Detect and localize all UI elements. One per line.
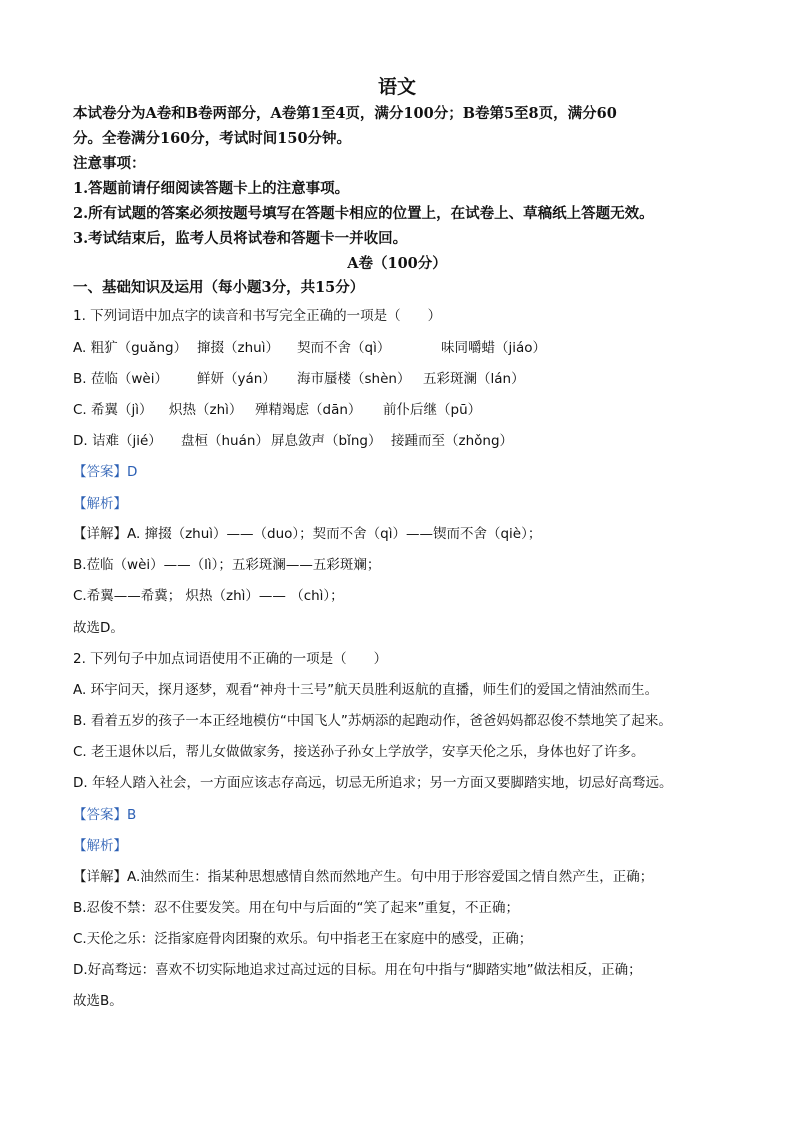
q1-option-b-word-1: B. 莅临（wèi） — [73, 371, 168, 387]
q1-option-a-word-1: A. 粗犷（guǎng） — [73, 340, 188, 356]
q2-option-a: A. 环宇问天，探月逐梦，观看“神舟十三号”航天员胜利返航的直播，师生们的爱国之情油然而生。 — [73, 682, 659, 698]
q2-detail-1: 【详解】A.油然而生：指某种思想感情自然而然地产生。句中用于形容爱国之情自然产生，正确； — [73, 869, 654, 885]
q2-answer: 【答案】B — [73, 807, 137, 823]
q2-option-d: D. 年轻人踏入社会，一方面应该志存高远，切忌无所追求；另一方面又要脚踏实地，切忌好高骛远。 — [73, 775, 673, 791]
intro-line-1: 本试卷分为A卷和B卷两部分，A卷第1至4页，满分100分；B卷第5至8页，满分60 — [73, 105, 617, 122]
q2-detail-4: D.好高骛远：喜欢不切实际地追求过高过远的目标。用在句中指与“脚踏实地”做法相反，正确； — [73, 962, 642, 978]
q2-detail-2: B.忍俊不禁：忍不住要发笑。用在句中与后面的“笑了起来”重复，不正确； — [73, 900, 520, 916]
q1-conclusion: 故选D。 — [73, 620, 124, 636]
q1-option-b-word-3: 海市蜃楼（shèn） — [297, 371, 411, 387]
q1-stem: 1. 下列词语中加点字的读音和书写完全正确的一项是（ ） — [73, 308, 442, 324]
q1-option-b — [73, 369, 525, 389]
notice-item-1: 1.答题前请仔细阅读答题卡上的注意事项。 — [73, 180, 350, 197]
q1-detail-3: C.希翼——希冀； 炽热（zhì）—— （chì）； — [73, 588, 344, 604]
q1-option-c — [73, 400, 481, 420]
page-title: 语文 — [377, 76, 416, 98]
q1-detail-2: B.莅临（wèi）——（lì）；五彩斑澜——五彩斑斓； — [73, 557, 381, 573]
q1-option-a-word-4: 味同嚼蜡（jiáo） — [441, 340, 547, 356]
q1-option-d-word-1: D. 诘难（jié） — [73, 433, 162, 449]
q1-option-d-word-2: 盘桓（huán） — [181, 433, 269, 449]
q2-detail-3: C.天伦之乐：泛指家庭骨肉团聚的欢乐。句中指老王在家庭中的感受，正确； — [73, 931, 533, 947]
q1-option-b-word-2: 鲜妍（yán） — [197, 371, 276, 387]
q1-option-d-word-4: 接踵而至（zhǒng） — [391, 433, 514, 449]
q2-conclusion: 故选B。 — [73, 993, 123, 1009]
q2-stem: 2. 下列句子中加点词语使用不正确的一项是（ ） — [73, 651, 388, 667]
notice-heading: 注意事项： — [73, 155, 146, 172]
section-a-heading: A卷（100分） — [347, 255, 447, 272]
q2-option-b: B. 看着五岁的孩子一本正经地模仿“中国飞人”苏炳添的起跑动作，爸爸妈妈都忍俊不禁地笑了起来。 — [73, 713, 672, 729]
part-one-heading: 一、基础知识及运用（每小题3分，共15分） — [73, 279, 365, 296]
q1-option-d-word-3: 屏息敛声（bǐng） — [271, 433, 382, 449]
q1-option-c-word-3: 殚精竭虑（dān） — [255, 402, 362, 418]
q1-detail-1: 【详解】A. 撺掇（zhuì）——（duo）；契而不舍（qì）——锲而不舍（qiè）； — [73, 526, 542, 542]
q1-option-c-word-1: C. 希翼（jì） — [73, 402, 153, 418]
q2-option-c: C. 老王退休以后，帮儿女做做家务，接送孙子孙女上学放学，安享天伦之乐，身体也好了许多。 — [73, 744, 645, 760]
q1-analysis-label: 【解析】 — [73, 496, 127, 512]
notice-item-3: 3.考试结束后，监考人员将试卷和答题卡一并收回。 — [73, 230, 408, 247]
q2-analysis-label: 【解析】 — [73, 838, 127, 854]
q1-option-b-word-4: 五彩斑澜（lán） — [423, 371, 525, 387]
q1-option-c-word-2: 炽热（zhì） — [169, 402, 243, 418]
notice-item-2: 2.所有试题的答案必须按题号填写在答题卡相应的位置上，在试卷上、草稿纸上答题无效。 — [73, 205, 654, 222]
q1-option-a-word-2: 撺掇（zhuì） — [197, 340, 279, 356]
q1-answer: 【答案】D — [73, 464, 138, 480]
q1-option-a — [73, 338, 546, 358]
intro-line-2: 分。全卷满分160分，考试时间150分钟。 — [73, 130, 352, 147]
q1-option-a-word-3: 契而不舍（qì） — [297, 340, 391, 356]
q1-option-c-word-4: 前仆后继（pū） — [383, 402, 482, 418]
q1-option-d — [73, 431, 513, 451]
